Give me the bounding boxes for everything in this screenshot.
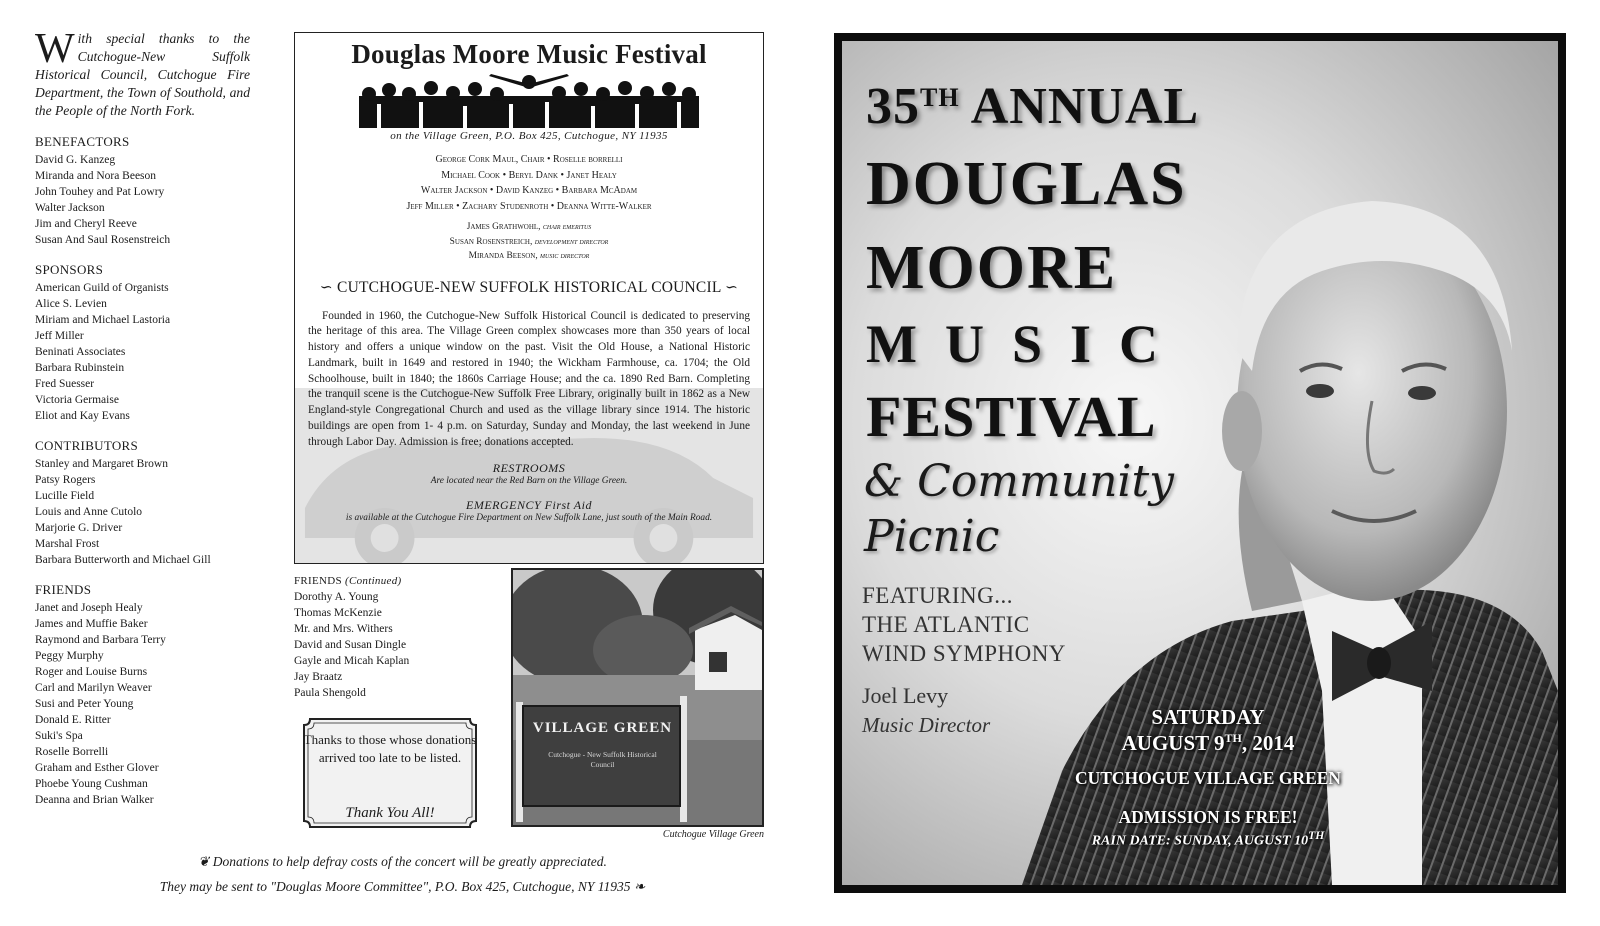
acknowledgement — [35, 26, 250, 120]
village-green-photo — [511, 568, 764, 827]
officer-name: Miranda Beeson, — [468, 251, 538, 261]
list-item: Miriam and Michael Lastoria — [35, 314, 171, 326]
list-item: Susan And Saul Rosenstreich — [35, 234, 171, 246]
council-description: Founded in 1960, the Cutchogue-New Suffolk Historical Council is dedicated to preserving the heritage of this area. The Village Green complex showcases more than 350 years of local history and offers a unique window on the past. Visit the Old House, a National Historic Landmark, built in 1649 and restored in 1940; the Wickham Farmhouse, ca. 1704; the Old Schoolhouse, built in 1840; the 1860s Carriage House; and the ca. 1890 Red Barn. Completing the tranquil scene is the Cutchogue-New Suffolk Free Library, originally built in 1862 as a New England-style Congregational Church and used as the village library since 1914. The historic buildings are open from 1- 4 p.m. on Saturday, Sunday and Monday, the last weekend in June through Labor Day. Admission is free; donations accepted. — [308, 309, 750, 448]
list-item: Marshal Frost — [35, 538, 100, 550]
list-item: Graham and Esther Glover — [35, 762, 159, 774]
list-item: Lucille Field — [35, 490, 95, 502]
village-green-sign-text: VILLAGE GREEN — [532, 720, 673, 736]
event-date — [1018, 731, 1398, 756]
officer-role: music director — [540, 251, 590, 260]
contributors-heading: CONTRIBUTORS — [35, 438, 139, 453]
list-item: Stanley and Margaret Brown — [35, 458, 168, 470]
flourish-icon: ❧ — [630, 879, 646, 894]
heading-note: (Continued) — [345, 575, 402, 587]
poster-title-line: MUSIC — [866, 314, 1187, 374]
benefactors-list — [35, 152, 250, 248]
featuring-text — [862, 581, 1066, 668]
acknowledgement-text: ith special thanks to the Cutchogue-New Suffolk Historical Council, Cutchogue Fire Department, the Town of Southold, and the People of the North Fork. — [35, 31, 250, 118]
officer-role: development director — [534, 236, 609, 246]
first-aid-heading: EMERGENCY First Aid — [466, 497, 592, 512]
list-item: Paula Shengold — [294, 687, 366, 699]
list-item: Beninati Associates — [35, 346, 126, 358]
committee-list — [295, 152, 763, 264]
annual-label: ANNUAL — [970, 78, 1200, 135]
restrooms-text: Are located near the Red Barn on the Village Green. — [430, 475, 628, 486]
list-item: John Touhey and Pat Lowry — [35, 186, 165, 198]
list-item: David G. Kanzeg — [35, 154, 116, 166]
list-item: Victoria Germaise — [35, 394, 119, 406]
list-item: Roger and Louise Burns — [35, 666, 148, 678]
director-name: Joel Levy — [862, 683, 949, 708]
festival-info-box — [294, 32, 764, 564]
thank-you-box — [300, 715, 480, 831]
list-item: James and Muffie Baker — [35, 618, 148, 630]
list-item: Louis and Anne Cutolo — [35, 506, 143, 518]
officer-line — [295, 235, 763, 250]
council-heading-text: CUTCHOGUE-NEW SUFFOLK HISTORICAL COUNCIL — [337, 278, 721, 296]
list-item: Gayle and Micah Kaplan — [294, 655, 410, 667]
list-item: Eliot and Kay Evans — [35, 410, 130, 422]
poster-canvas — [842, 41, 1558, 885]
orchestra-silhouette-icon — [359, 74, 699, 128]
thank-you-note: Thanks to those whose donations arrived too late to be listed. — [303, 732, 477, 765]
poster-title-line: FESTIVAL — [866, 384, 1157, 449]
featuring-line: FEATURING... — [862, 583, 1014, 608]
restrooms-heading: RESTROOMS — [492, 460, 566, 475]
list-item: Peggy Murphy — [35, 650, 104, 662]
list-item: David and Susan Dingle — [294, 639, 407, 651]
list-item: Suki's Spa — [35, 730, 83, 742]
admission-note: ADMISSION IS FREE! — [1118, 807, 1298, 827]
list-item: Marjorie G. Driver — [35, 522, 123, 534]
flourish-icon: ∽ — [319, 278, 333, 296]
list-item: American Guild of Organists — [35, 282, 169, 294]
donor-list-column — [35, 26, 250, 808]
poster-title-line: DOUGLAS — [866, 150, 1187, 218]
festival-poster — [834, 33, 1566, 893]
poster-anniversary — [866, 77, 1199, 136]
list-item: Roselle Borrelli — [35, 746, 109, 758]
list-item: Mr. and Mrs. Withers — [294, 623, 393, 635]
list-item: Dorothy A. Young — [294, 591, 379, 603]
committee-line: Jeff Miller • Zachary Studenroth • Deanna Witte-Walker — [406, 200, 652, 212]
thank-you-sign: Thank You All! — [345, 805, 435, 821]
event-day: SATURDAY — [1151, 705, 1265, 729]
poster-subtitle: Picnic — [864, 511, 1000, 562]
list-item: Donald E. Ritter — [35, 714, 111, 726]
flourish-icon: ∽ — [725, 278, 739, 296]
photo-caption: Cutchogue Village Green — [662, 829, 764, 840]
council-heading — [295, 278, 763, 297]
officer-name: James Grathwohl, — [466, 222, 541, 232]
featuring-line: WIND SYMPHONY — [862, 641, 1066, 666]
list-item: Susi and Peter Young — [35, 698, 134, 710]
village-green-scene — [513, 570, 762, 825]
list-item: Miranda and Nora Beeson — [35, 170, 157, 182]
officer-line — [295, 220, 763, 235]
list-item: Barbara Rubinstein — [35, 362, 125, 374]
friends-heading: FRIENDS — [35, 582, 92, 597]
friends-list — [35, 600, 250, 808]
list-item: Janet and Joseph Healy — [35, 602, 143, 614]
village-green-sign-subtext: Cutchogue - New Suffolk Historical Council — [548, 750, 657, 769]
mailing-address — [135, 879, 670, 895]
list-item: Jay Braatz — [294, 671, 343, 683]
director-title: Music Director — [862, 713, 991, 737]
donation-note-text: Donations to help defray costs of the concert will be greatly appreciated. — [212, 854, 607, 869]
list-item: Fred Suesser — [35, 378, 95, 390]
rain-date-text: RAIN DATE: SUNDAY, AUGUST 10 — [1091, 833, 1309, 849]
date-year: , 2014 — [1241, 731, 1295, 755]
list-item: Walter Jackson — [35, 202, 105, 214]
committee-line: George Cork Maul, Chair • Roselle borrelli — [435, 154, 623, 165]
list-item: Jeff Miller — [35, 330, 84, 342]
list-item: Carl and Marilyn Weaver — [35, 682, 152, 694]
list-item: Thomas McKenzie — [294, 607, 382, 619]
list-item: Alice S. Levien — [35, 298, 107, 310]
event-venue: CUTCHOGUE VILLAGE GREEN — [1074, 768, 1342, 788]
mailing-address-text: They may be sent to "Douglas Moore Committee", P.O. Box 425, Cutchogue, NY 11935 — [159, 879, 631, 894]
date-suffix: TH — [1224, 731, 1242, 745]
list-item: Barbara Butterworth and Michael Gill — [35, 554, 211, 566]
heading-text: FRIENDS — [294, 575, 342, 587]
rain-date — [1018, 829, 1398, 850]
rain-date-suffix: TH — [1308, 829, 1325, 842]
friends-continued-column — [294, 575, 494, 701]
list-item: Phoebe Young Cushman — [35, 778, 148, 790]
first-aid-text: is available at the Cutchogue Fire Department on New Suffolk Lane, just south of the Main Road. — [345, 512, 713, 523]
poster-subtitle: & Community — [864, 456, 1175, 507]
list-item: Deanna and Brian Walker — [35, 794, 154, 806]
list-item: Patsy Rogers — [35, 474, 96, 486]
sponsors-list — [35, 280, 250, 424]
sponsors-heading: SPONSORS — [35, 262, 104, 277]
anniversary-suffix: TH — [920, 83, 960, 112]
list-item: Jim and Cheryl Reeve — [35, 218, 137, 230]
list-item: Raymond and Barbara Terry — [35, 634, 166, 646]
dropcap: W — [35, 26, 75, 72]
contributors-list — [35, 456, 250, 568]
committee-line: Michael Cook • Beryl Dank • Janet Healy — [441, 169, 617, 181]
date-main: AUGUST 9 — [1121, 731, 1225, 755]
festival-title: Douglas Moore Music Festival — [351, 39, 707, 69]
featuring-line: THE ATLANTIC — [862, 612, 1030, 637]
donation-note — [160, 854, 645, 870]
officer-name: Susan Rosenstreich, — [449, 236, 533, 247]
officer-role: chair emeritus — [542, 222, 592, 231]
festival-address: on the Village Green, P.O. Box 425, Cutchogue, NY 11935 — [390, 130, 668, 142]
officer-line — [295, 249, 763, 264]
committee-line: Walter Jackson • David Kanzeg • Barbara McAdam — [420, 185, 638, 196]
friends-continued-heading — [294, 575, 494, 587]
anniversary-number: 35 — [866, 78, 920, 135]
benefactors-heading: BENEFACTORS — [35, 134, 130, 149]
flourish-icon: ❦ — [198, 854, 213, 869]
poster-title-line: MOORE — [866, 234, 1118, 302]
